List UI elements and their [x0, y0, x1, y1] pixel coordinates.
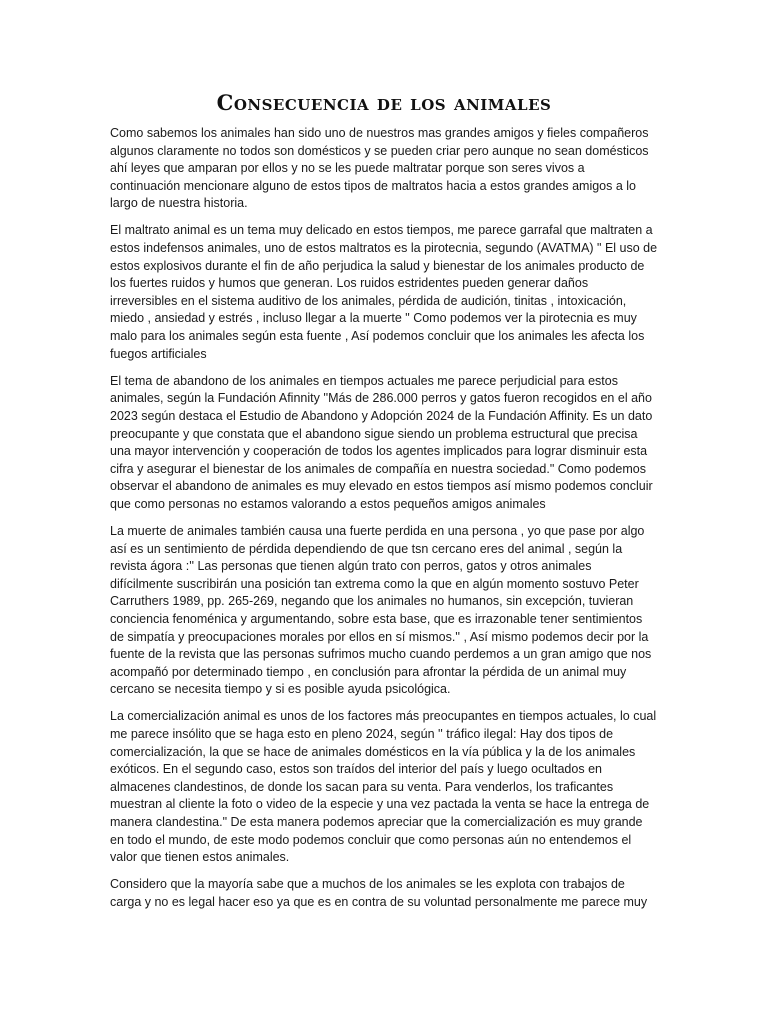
document-title: Consecuencia de los animales: [216, 90, 552, 115]
document-body: [110, 125, 658, 921]
paragraph-comercializacion: La comercialización animal es unos de los factores más preocupantes en tiempos actuales, lo cual me parece insólito que se haga esto en pleno 2024, según '' tráfico ilegal: Hay dos tipos de comercialización, la que se hace de animales domésticos en la vía pública y la de los animales exóticos. En el segundo caso, estos son traídos del interior del país y luego ocultados en almacenes clandestinos, de donde los sacan para su venta. Para venderlos, los traficantes muestran al cliente la foto o video de la especie y una vez pactada la venta se hace la entrega de manera clandestina." De esta manera podemos apreciar que la comercialización es muy grande en todo el mundo, de este modo podemos concluir que como personas aún no entendemos el valor que tienen estos animales.: [110, 709, 657, 865]
paragraph-muerte: La muerte de animales también causa una fuerte perdida en una persona , yo que pase por algo así es un sentimiento de pérdida dependiendo de que tsn cercano eres del animal , según la revista ágora :'' Las personas que tienen algún trato con perros, gatos y otros animales difícilmente suscribirán una posición tan extrema como la que en algún momento sostuvo Peter Carruthers 1989, pp. 265-269, negando que los animales no humanos, sin excepción, tuvieran conciencia fenoménica y argumentando, sobre esta base, que es irrazonable tener sentimientos de simpatía y preocupaciones morales por ellos en sí mismos.'' , Así mismo podemos decir por la fuente de la revista que las personas sufrimos mucho cuando perdemos a un gran amigo que nos acompañó por determinado tiempo , en conclusión para afrontar la pérdida de un animal muy cercano se necesita tiempo y si es posible ayuda psicológica.: [110, 523, 652, 697]
paragraph-intro: Como sabemos los animales han sido uno de nuestros mas grandes amigos y fieles compañeros algunos claramente no todos son domésticos y se pueden criar pero aunque no sean domésticos ahí leyes que amparan por ellos y no se les puede maltratar porque son seres vivos a continuación mencionare alguno de estos tipos de maltratos hacia a estos grandes amigos a lo largo de nuestra historia.: [110, 126, 649, 211]
paragraph-pirotecnia: El maltrato animal es un tema muy delicado en estos tiempos, me parece garrafal que maltraten a estos indefensos animales, uno de estos maltratos es la pirotecnia, segundo (AVATMA) " El uso de estos explosivos durante el fin de año perjudica la salud y bienestar de los animales producto de los fuertes ruidos y humos que generan. Los ruidos estridentes pueden generar daños irreversibles en el sistema auditivo de los animales, pérdida de audición, tinitas , intoxicación, miedo , ansiedad y estrés , incluso llegar a la muerte " Como podemos ver la pirotecnia es muy malo para los animales según esta fuente , Así podemos concluir que los animales les afecta los fuegos artificiales: [110, 223, 658, 361]
paragraph-abandono: El tema de abandono de los animales en tiempos actuales me parece perjudicial para estos animales, según la Fundación Afinnity ''Más de 286.000 perros y gatos fueron recogidos en el año 2023 según destaca el Estudio de Abandono y Adopción 2024 de la Fundación Affinity. Es un dato preocupante y que constata que el abandono sigue siendo un problema estructural que precisa una mayor intervención y cooperación de todos los agentes implicados para lograr disminuir esta cifra y asegurar el bienestar de los animales de compañía en nuestra sociedad." Como podemos observar el abandono de animales es muy elevado en estos tiempos así mismo podemos concluir que como personas no estamos valorando a estos pequeños amigos animales: [110, 373, 653, 511]
paragraph-explotacion: Considero que la mayoría sabe que a muchos de los animales se les explota con trabajos de carga y no es legal hacer eso ya que es en contra de su voluntad personalmente me parece muy: [110, 877, 648, 909]
